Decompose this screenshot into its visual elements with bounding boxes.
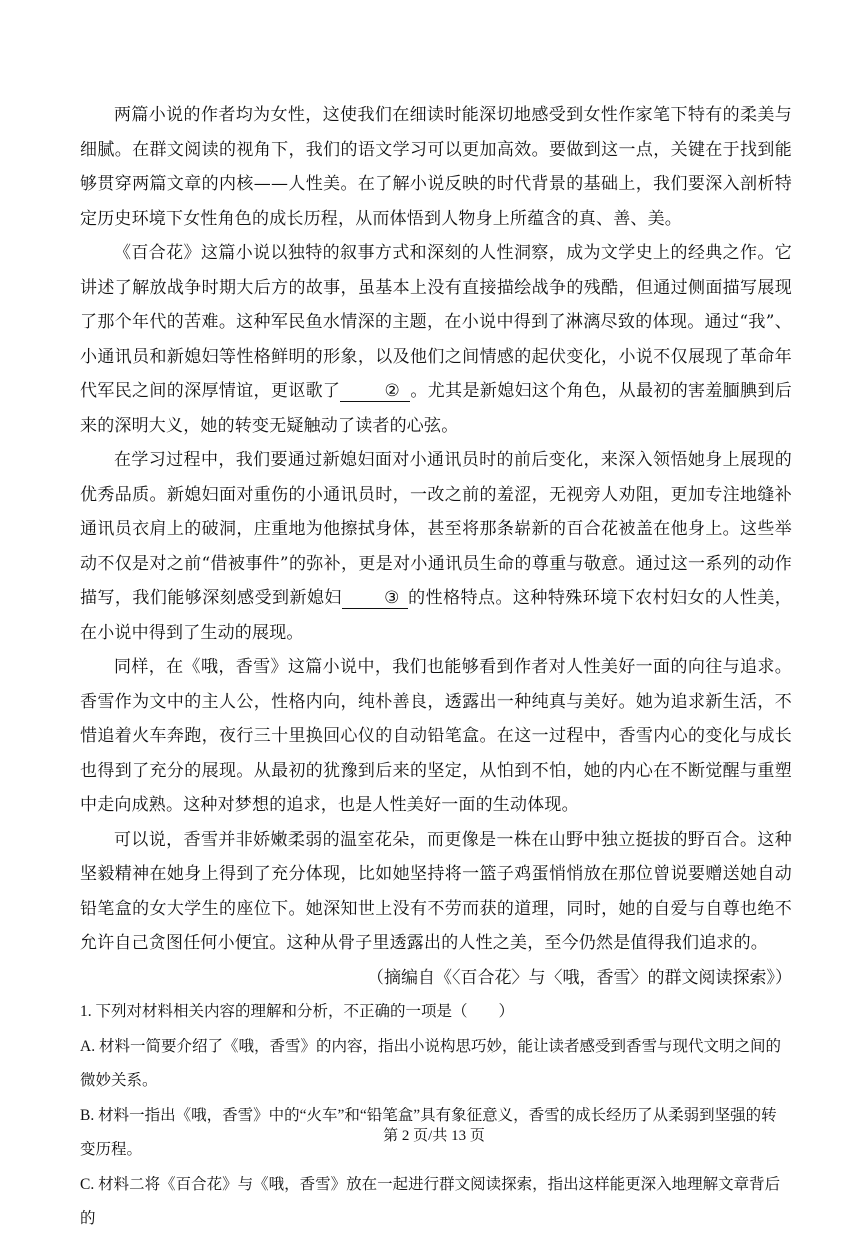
article-paragraph-1: 两篇小说的作者均为女性，这使我们在细读时能深切地感受到女性作家笔下特有的柔美与细腻。在群文阅读的视角下，我们的语文学习可以更加高效。要做到这一点，关键在于找到能够贯穿两篇文章的内核——人性美。在了解小说反映的时代背景的基础上，我们要深入剖析特定历史环境下女性角色的成长历程，从而体悟到人物身上所蕴含的真、善、美。: [80, 105, 792, 229]
fill-in-blank-2: ②: [340, 381, 410, 402]
article-paragraph-5: 可以说，香雪并非娇嫩柔弱的温室花朵，而更像是一株在山野中独立挺拔的野百合。这种坚毅精神在她身上得到了充分体现，比如她坚持将一篮子鸡蛋悄悄放在那位曾说要赠送她自动铅笔盒的女大学生的座位下。她深知世上没有不劳而获的道理，同时，她的自爱与自尊也绝不允许自己贪图任何小便宜。这种从骨子里透露出的人性之美，至今仍然是值得我们追求的。: [80, 829, 792, 953]
question-stem: 1. 下列对材料相关内容的理解和分析，不正确的一项是（ ）: [80, 1003, 515, 1020]
question-option-c: C. 材料二将《百合花》与《哦，香雪》放在一起进行群文阅读探索，指出这样能更深入地理解文章背后的: [80, 1175, 781, 1227]
fill-in-blank-3: ③: [342, 588, 408, 609]
article-paragraph-2: [80, 236, 792, 443]
paragraph-text: 在学习过程中，我们要通过新媳妇面对小通讯员时的前后变化，来深入领悟她身上展现的优秀品质。新媳妇面对重伤的小通讯员时，一改之前的羞涩，无视旁人劝阻，更加专注地缝补通讯员衣肩上的破洞，庄重地为他擦拭身体，甚至将那条崭新的百合花被盖在他身上。这些举动不仅是对之前“借被事件”的弥补，更是对小通讯员生命的尊重与敬意。通过这一系列的动作描写，我们能够深刻感受到新媳妇: [80, 450, 792, 608]
question-option-a: A. 材料一简要介绍了《哦，香雪》的内容，指出小说构思巧妙，能让读者感受到香雪与现代文明之间的微妙关系。: [80, 1037, 781, 1089]
paragraph-text: 《百合花》这篇小说以独特的叙事方式和深刻的人性洞察，成为文学史上的经典之作。它讲述了解放战争时期大后方的故事，虽基本上没有直接描绘战争的残酷，但通过侧面描写展现了那个年代的苦难。这种军民鱼水情深的主题，在小说中得到了淋漓尽致的体现。通过“我”、小通讯员和新媳妇等性格鲜明的形象，以及他们之间情感的起伏变化，小说不仅展现了革命年代军民之间的深厚情谊，更讴歌了: [80, 243, 792, 401]
document-body: [80, 98, 792, 1237]
paragraph-text: 。尤其是新媳妇这个角色，从最初的害羞腼腆到后来的深明大义，她的转变无疑触动了读者的心弦。: [80, 381, 793, 436]
paragraph-text: 的性格特点。这种特殊环境下农村妇女的人性美，在小说中得到了生动的展现。: [80, 588, 792, 643]
article-paragraph-4: 同样，在《哦，香雪》这篇小说中，我们也能够看到作者对人性美好一面的向往与追求。香雪作为文中的主人公，性格内向，纯朴善良，透露出一种纯真与美好。她为追求新生活，不惜追着火车奔跑，夜行三十里换回心仪的自动铅笔盒。在这一过程中，香雪内心的变化与成长也得到了充分的展现。从最初的犹豫到后来的坚定，从怕到不怕，她的内心在不断觉醒与重塑中走向成熟。这种对梦想的追求，也是人性美好一面的生动体现。: [80, 657, 792, 815]
question-option-b: B. 材料一指出《哦，香雪》中的“火车”和“铅笔盒”具有象征意义，香雪的成长经历了从柔弱到坚强的转变历程。: [80, 1106, 777, 1158]
article-paragraph-3: [80, 443, 792, 650]
page-footer: 第 2 页/共 13 页: [383, 1128, 485, 1144]
article-source: （摘编自《〈百合花〉与〈哦，香雪〉的群文阅读探索》）: [367, 967, 792, 988]
